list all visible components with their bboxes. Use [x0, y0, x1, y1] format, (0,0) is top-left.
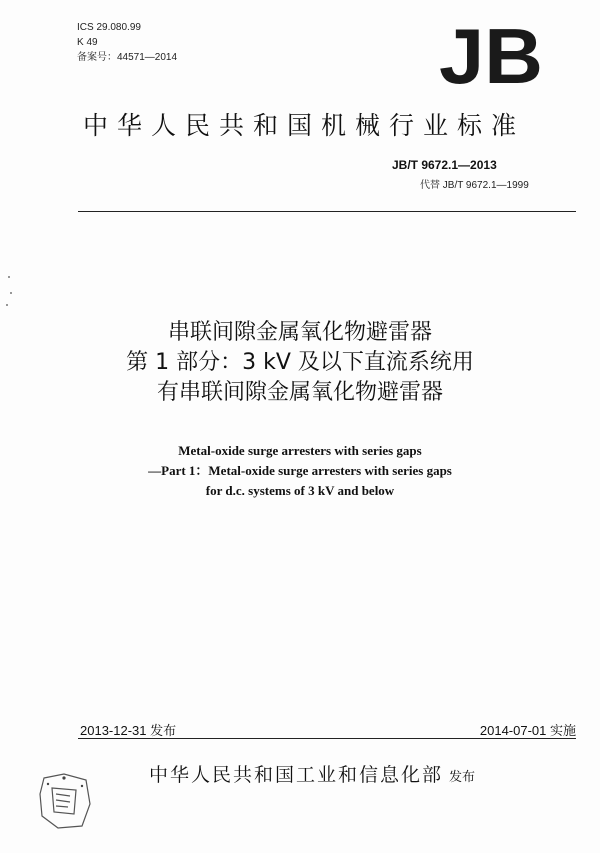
- english-title-line-1: Metal-oxide surge arresters with series gaps: [178, 443, 422, 458]
- chinese-title-line-1: 串联间隙金属氧化物避雷器: [167, 320, 432, 345]
- classification-block: [77, 20, 177, 65]
- chinese-title-line-3: 有串联间隙金属氧化物避雷器: [156, 380, 443, 405]
- english-title-line-2: —Part 1：Metal-oxide surge arresters with series gaps: [148, 463, 452, 478]
- jb-logo-text: JB: [439, 20, 543, 88]
- replaces-standard: 代替 JB/T 9672.1—1999: [420, 180, 529, 191]
- ics-code: ICS 29.080.99: [77, 22, 141, 33]
- issuing-authority: [0, 760, 600, 787]
- chinese-title-line-2: 第 1 部分：3 kV 及以下直流系统用: [126, 350, 474, 375]
- english-title: [0, 441, 600, 501]
- record-number: 备案号：44571—2014: [77, 52, 178, 63]
- chinese-title: [0, 318, 600, 408]
- header-divider: [78, 211, 576, 212]
- issuer-suffix: 发布: [449, 770, 476, 785]
- ccs-code: K 49: [77, 37, 98, 48]
- scan-speck: [6, 304, 8, 306]
- implementation-date: 2014-07-01 实施: [479, 723, 576, 738]
- issuer-name: 中华人民共和国工业和信息化部: [148, 764, 443, 786]
- scan-speck: [10, 292, 12, 294]
- organization-title: 中华人民共和国机械行业标准: [82, 111, 525, 140]
- issue-date: 2013-12-31 发布: [80, 723, 177, 738]
- standard-number: JB/T 9672.1—2013: [392, 158, 497, 172]
- english-title-line-3: for d.c. systems of 3 kV and below: [205, 483, 395, 498]
- jb-logo-icon: [438, 20, 544, 88]
- scan-speck: [8, 276, 10, 278]
- footer-divider: [78, 738, 576, 739]
